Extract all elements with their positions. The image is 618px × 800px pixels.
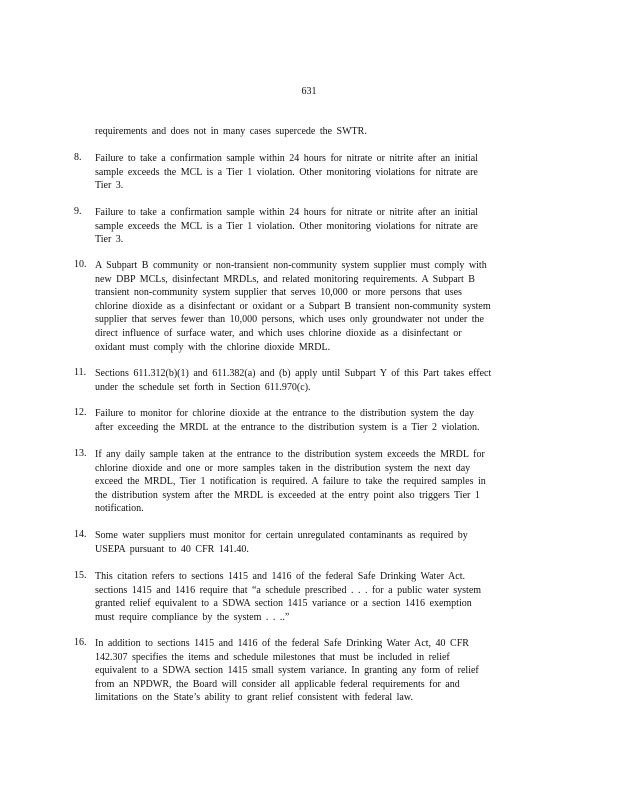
note-line: Failure to take a confirmation sample within 24 hours for nitrate or nitrite after an initial [95, 153, 478, 164]
note-line: under the schedule set forth in Section 611.970(c). [95, 381, 311, 393]
note-line: notification. [95, 503, 144, 515]
note-body [95, 448, 486, 516]
note-body [95, 152, 478, 193]
note-line: after exceeding the MRDL at the entrance to the distribution system is a Tier 2 violation. [95, 421, 480, 433]
note-line: transient non-community system supplier that serves 10,000 or more persons that uses [95, 287, 462, 299]
continuation-text: requirements and does not in many cases supercede the SWTR. [95, 126, 367, 137]
note-number: 10. [74, 259, 87, 270]
note-line: granted relief equivalent to a SDWA section 1415 variance or a section 1416 exemption [95, 598, 472, 610]
note-number: 16. [74, 637, 87, 648]
note-line: If any daily sample taken at the entrance to the distribution system exceeds the MRDL for [95, 449, 485, 460]
note-body [95, 259, 491, 354]
note-number: 11. [74, 367, 87, 378]
note-number: 9. [74, 206, 82, 217]
note-body [95, 367, 491, 394]
note-number: 14. [74, 529, 87, 540]
note-line: sample exceeds the MCL is a Tier 1 violation. Other monitoring violations for nitrate are [95, 166, 478, 178]
note-number: 15. [74, 570, 87, 581]
note-number: 13. [74, 448, 87, 459]
note-body [95, 637, 479, 705]
note-line: Tier 3. [95, 180, 124, 192]
note-line: chlorine dioxide as a disinfectant or oxidant or a Subpart B transient non-community system [95, 300, 491, 312]
note-line: oxidant must comply with the chlorine dioxide MRDL. [95, 341, 331, 353]
note-line: Failure to take a confirmation sample within 24 hours for nitrate or nitrite after an initial [95, 207, 478, 218]
note-line: Failure to monitor for chlorine dioxide at the entrance to the distribution system the day [95, 408, 475, 419]
note-line: new DBP MCLs, disinfectant MRDLs, and related monitoring requirements. A Subpart B [95, 273, 475, 285]
note-line: supplier that serves fewer than 10,000 persons, which uses only groundwater not under the [95, 314, 484, 326]
note-body [95, 206, 478, 247]
note-line: A Subpart B community or non-transient non-community system supplier must comply with [95, 260, 487, 271]
note-line: Tier 3. [95, 234, 124, 246]
note-line: the distribution system after the MRDL is exceeded at the entry point also triggers Tier 1 [95, 489, 480, 501]
note-line: Some water suppliers must monitor for certain unregulated contaminants as required by [95, 530, 468, 541]
page-number: 631 [301, 86, 317, 97]
note-line: sample exceeds the MCL is a Tier 1 violation. Other monitoring violations for nitrate are [95, 220, 478, 232]
note-line: This citation refers to sections 1415 and 1416 of the federal Safe Drinking Water Act. [95, 571, 465, 582]
note-line: sections 1415 and 1416 require that “a schedule prescribed . . . for a public water system [95, 584, 482, 596]
note-number: 8. [74, 152, 82, 163]
note-line: 142.307 specifies the items and schedule milestones that must be included in relief [95, 651, 450, 663]
note-body [95, 570, 481, 624]
note-line: chlorine dioxide and one or more samples taken in the distribution system the next day [95, 462, 471, 474]
note-line: equivalent to a SDWA section 1415 small system variance. In granting any form of relief [95, 665, 479, 677]
note-line: Sections 611.312(b)(1) and 611.382(a) and (b) apply until Subpart Y of this Part takes effect [95, 368, 492, 379]
note-line: from an NPDWR, the Board will consider all applicable federal requirements for and [95, 678, 460, 690]
note-line: exceed the MRDL, Tier 1 notification is required. A failure to take the required samples in [95, 476, 486, 488]
note-line: must require compliance by the system . . ..” [95, 611, 290, 623]
note-line: USEPA pursuant to 40 CFR 141.40. [95, 543, 249, 555]
note-body [95, 529, 468, 556]
note-line: limitations on the State’s ability to grant relief consistent with federal law. [95, 692, 413, 704]
note-line: direct influence of surface water, and which uses chlorine dioxide as a disinfectant or [95, 327, 462, 339]
note-body [95, 407, 480, 434]
note-line: In addition to sections 1415 and 1416 of the federal Safe Drinking Water Act, 40 CFR [95, 638, 469, 649]
note-number: 12. [74, 407, 87, 418]
